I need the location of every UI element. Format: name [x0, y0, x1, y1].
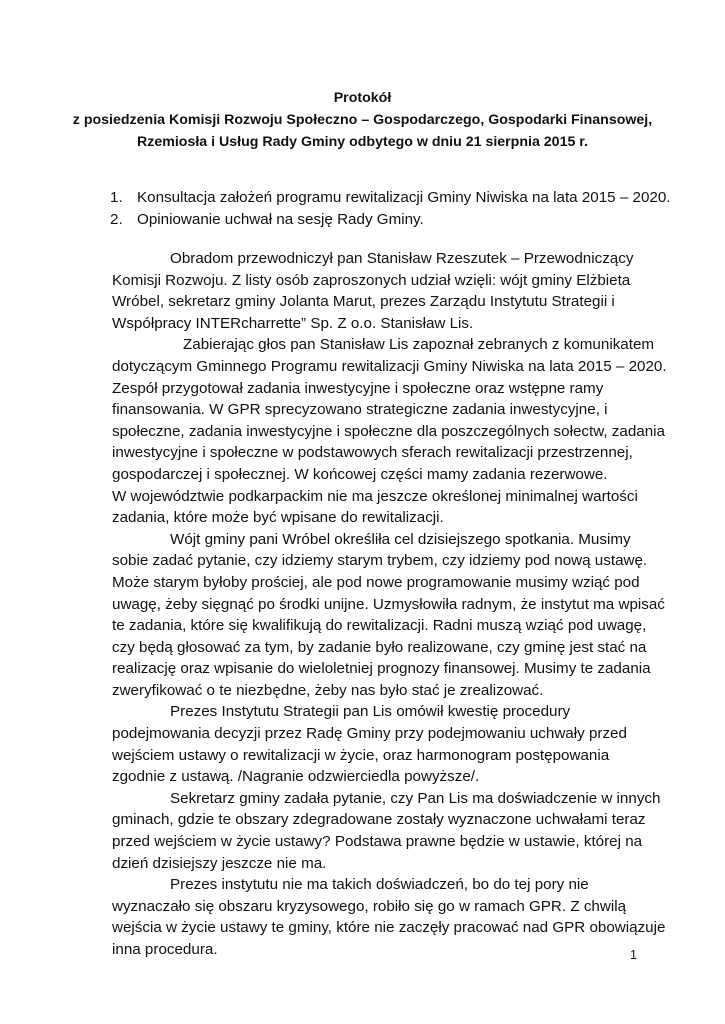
paragraph-line: przed wejściem w życie ustawy? Podstawa prawne będzie w ustawie, której na — [112, 833, 643, 851]
paragraph-line: wejścia w życie ustawy te gminy, które nie zaczęły pracować nad GPR obowiązuje — [112, 919, 666, 937]
paragraph-line: Zabierając głos pan Stanisław Lis zapoznał zebranych z komunikatem — [183, 336, 655, 354]
paragraph-line: inna procedura. — [112, 941, 218, 958]
paragraph-line: społeczne, zadania inwestycyjne i społeczne dla poszczególnych sołectw, zadania — [112, 422, 665, 440]
paragraph-line: Wróbel, sekretarz gminy Jolanta Marut, prezes Zarządu Instytutu Strategii i — [112, 293, 615, 311]
document-title — [60, 87, 665, 153]
agenda-item-text: Konsultacja założeń programu rewitalizacji Gminy Niwiska na lata 2015 – 2020. — [137, 189, 671, 206]
agenda-item-text: Opiniowanie uchwał na sesję Rady Gminy. — [137, 211, 424, 228]
paragraph-line: wyznaczało się obszaru kryzysowego, robiło się go w ramach GPR. Z chwilą — [112, 897, 627, 915]
paragraph-line: podejmowania decyzji przez Radę Gminy przy podejmowaniu uchwały przed — [112, 725, 627, 743]
paragraph-line: Prezes Instytutu Strategii pan Lis omówił kwestię procedury — [170, 703, 571, 721]
paragraph-line: sobie zadać pytanie, czy idziemy starym trybem, czy idziemy pod nową ustawę. — [112, 552, 648, 570]
paragraph-line: zgodnie z ustawą. /Nagranie odzwierciedla powyższe/. — [112, 768, 480, 786]
title-line-3: Rzemiosła i Usług Rady Gminy odbytego w dniu 21 sierpnia 2015 r. — [137, 134, 588, 150]
paragraph-line: zadania, które może być wpisane do rewitalizacji. — [112, 509, 444, 527]
page-number: 1 — [630, 948, 637, 962]
paragraph-line: te zadania, które się kwalifikują do rewitalizacji. Radni muszą wziąć pod uwagę, — [112, 617, 647, 635]
paragraph-line: Komisji Rozwoju. Z listy osób zaproszonych udział wzięli: wójt gminy Elżbieta — [112, 271, 631, 289]
paragraph-line: Zespół przygotował zadania inwestycyjne i społeczne oraz wstępne ramy — [112, 379, 604, 397]
paragraph-line: Sekretarz gminy zadała pytanie, czy Pan Lis ma doświadczenie w innych — [170, 789, 661, 807]
paragraph-line: realizację oraz wpisanie do wieloletniej prognozy finansowej. Musimy te zadania — [112, 660, 651, 678]
paragraph-line: Obradom przewodniczył pan Stanisław Rzeszutek – Przewodniczący — [170, 250, 634, 267]
agenda-item — [104, 209, 664, 231]
paragraph-line: uwagę, żeby sięgnąć po środki unijne. Uzmysłowiła radnym, że instytut ma wpisać — [112, 595, 665, 613]
agenda-item-number: 1. — [110, 189, 123, 206]
paragraph-line: dotyczącym Gminnego Programu rewitalizacji Gminy Niwiska na lata 2015 – 2020. — [112, 357, 667, 375]
agenda-list — [104, 187, 671, 231]
paragraph-line: finansowania. W GPR sprecyzowano strategiczne zadania inwestycyjne, i — [112, 401, 608, 419]
paragraph-line: inwestycyjne i społeczne w podstawowych sferach rewitalizacji przestrzennej, — [112, 444, 633, 462]
paragraph-line: Współpracy INTERcharrette” Sp. Z o.o. Stanisław Lis. — [112, 314, 474, 332]
paragraph-line: dzień dzisiejszy jeszcze nie ma. — [112, 854, 327, 872]
paragraph-line: Wójt gminy pani Wróbel określiła cel dzisiejszego spotkania. Musimy — [170, 530, 631, 548]
paragraph-line: gminach, gdzie te obszary zdegradowane zostały wyznaczone uchwałami teraz — [112, 811, 646, 829]
paragraph-line: Może starym byłoby prościej, ale pod nowe programowanie musimy wziąć pod — [112, 573, 640, 591]
paragraph-line: W województwie podkarpackim nie ma jeszcze określonej minimalnej wartości — [112, 487, 638, 505]
paragraph-line: czy będą głosować za tym, by zadanie było realizowane, czy gminę jest stać na — [112, 638, 647, 656]
paragraph-line: gospodarczej i społecznej. W końcowej części mamy zadania rezerwowe. — [112, 465, 608, 483]
title-line-1: Protokół — [333, 90, 392, 106]
title-line-2: z posiedzenia Komisji Rozwoju Społeczno – Gospodarczego, Gospodarki Finansowej, — [72, 112, 653, 128]
agenda-item — [104, 187, 671, 209]
paragraph-line: Prezes instytutu nie ma takich doświadczeń, bo do tej pory nie — [170, 876, 589, 894]
paragraph-line: zweryfikować o te niezbędne, żeby nas było stać je zrealizować. — [112, 681, 544, 699]
protocol-body — [112, 248, 672, 961]
paragraph-line: wejściem ustawy o rewitalizacji w życie, oraz harmonogram postępowania — [112, 746, 610, 764]
agenda-item-number: 2. — [110, 211, 123, 228]
